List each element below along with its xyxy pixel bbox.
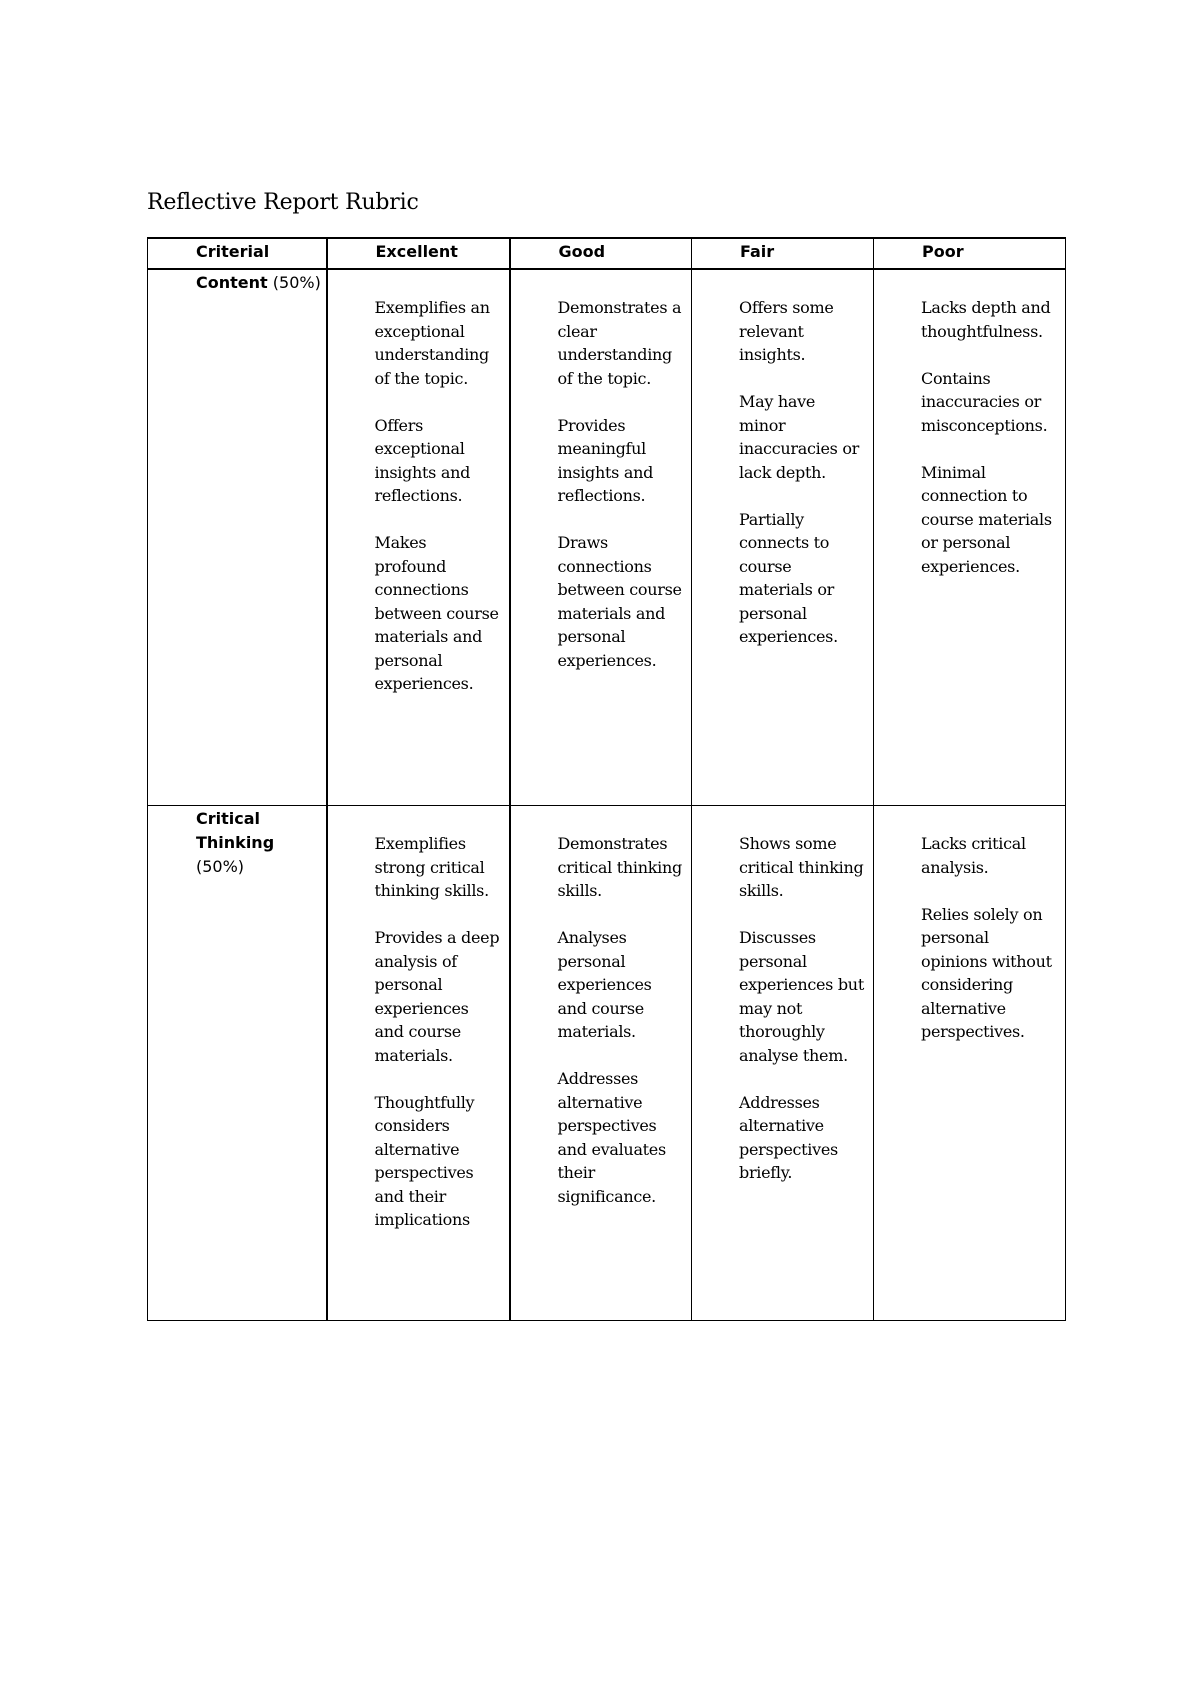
criterion-name: Critical Thinking — [196, 809, 275, 852]
descriptor: Contains inaccuracies or misconceptions. — [921, 368, 1048, 435]
descriptor: Exemplifies strong critical thinking skills. — [374, 834, 489, 900]
descriptor: Minimal connection to course materials or personal experiences. — [921, 462, 1052, 576]
descriptor: Partially connects to course materials or personal experiences. — [739, 509, 838, 646]
descriptor: Lacks critical analysis. — [921, 834, 1026, 877]
descriptor: Analyses personal experiences and course materials. — [557, 928, 652, 1041]
descriptor: Draws connections between course materials and personal experiences. — [557, 533, 682, 670]
descriptor: Makes profound connections between course materials and personal experiences. — [374, 533, 499, 693]
descriptor: Demonstrates a clear understanding of the topic. — [557, 298, 682, 388]
table-row-critical-thinking — [148, 806, 1066, 1321]
descriptor: Offers exceptional insights and reflections. — [374, 415, 471, 505]
criterion-weight: (50%) — [272, 273, 321, 292]
good-cell — [510, 269, 692, 806]
fair-cell — [692, 806, 874, 1321]
criterion-name: Content — [196, 273, 268, 292]
excellent-cell — [327, 269, 510, 806]
header-fair: Fair — [692, 238, 874, 269]
header-good: Good — [510, 238, 692, 269]
excellent-cell — [327, 806, 510, 1321]
good-cell — [510, 806, 692, 1321]
header-excellent: Excellent — [327, 238, 510, 269]
descriptor: Exemplifies an exceptional understanding of the topic. — [374, 298, 490, 388]
rubric-table — [147, 237, 1066, 1321]
descriptor: Demonstrates critical thinking skills. — [557, 834, 682, 900]
table-row-content — [148, 269, 1066, 806]
descriptor: Addresses alternative perspectives briefly. — [739, 1092, 838, 1182]
fair-cell — [692, 269, 874, 806]
descriptor: Addresses alternative perspectives and evaluates their significance. — [557, 1069, 666, 1206]
descriptor: Provides meaningful insights and reflections. — [557, 415, 654, 505]
criterion-cell — [148, 806, 327, 1321]
descriptor: Shows some critical thinking skills. — [739, 834, 864, 900]
rubric-header-row — [148, 238, 1066, 269]
criterion-cell — [148, 269, 327, 806]
criterion-weight: (50%) — [196, 857, 245, 876]
descriptor: May have minor inaccuracies or lack depth. — [739, 392, 860, 482]
descriptor: Relies solely on personal opinions without considering alternative perspectives. — [921, 904, 1052, 1041]
header-poor: Poor — [874, 238, 1066, 269]
descriptor: Offers some relevant insights. — [739, 298, 834, 364]
descriptor: Provides a deep analysis of personal experiences and course materials. — [374, 928, 500, 1065]
header-criterial: Criterial — [148, 238, 327, 269]
descriptor: Lacks depth and thoughtfulness. — [921, 298, 1051, 341]
poor-cell — [874, 806, 1066, 1321]
poor-cell — [874, 269, 1066, 806]
document-title: Reflective Report Rubric — [147, 190, 419, 215]
descriptor: Discusses personal experiences but may not thoroughly analyse them. — [739, 928, 864, 1065]
descriptor: Thoughtfully considers alternative perspectives and their implications — [374, 1092, 475, 1229]
